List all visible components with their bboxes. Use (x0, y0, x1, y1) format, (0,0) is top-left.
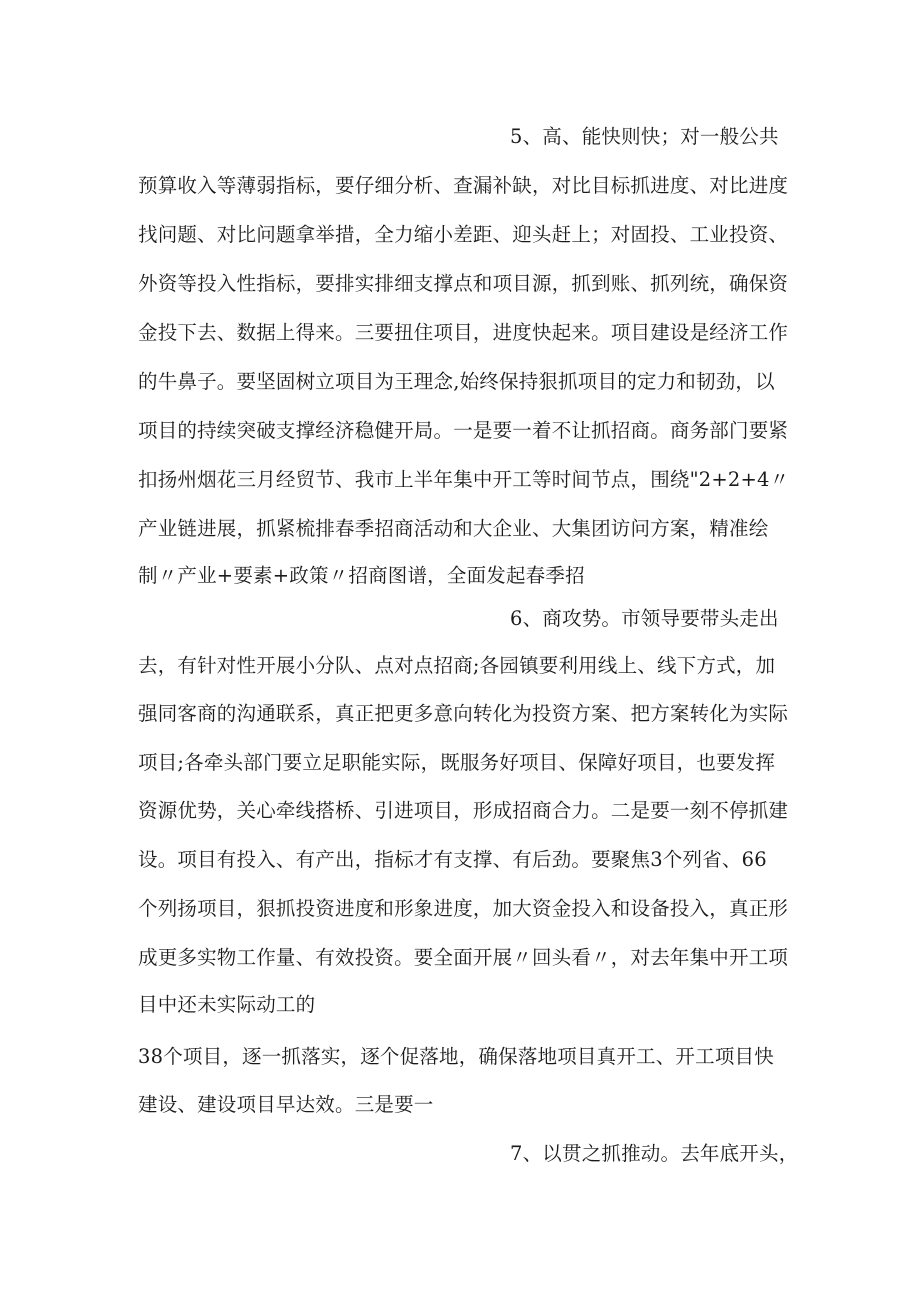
text-line: 设。项目有投入、有产出，指标才有支撑、有后劲。要聚焦3个列省、66 (138, 848, 767, 871)
text-line: 金投下去、数据上得来。三要扭住项目，进度快起来。项目建设是经济工作 (138, 321, 789, 344)
text-line: 找问题、对比问题拿举措，全力缩小差距、迎头赶上；对固投、工业投资、 (138, 223, 789, 246)
text-line: 建设、建设项目早达效。三是要一 (138, 1093, 434, 1116)
text-line: 资源优势，关心牵线搭桥、引进项目，形成招商合力。二是要一刻不停抓建 (138, 799, 789, 822)
text-line: 去，有针对性开展小分队、点对点招商;各园镇要利用线上、线下方式，加 (138, 654, 776, 677)
paragraph-7-heading: 7、以贯之抓推动。去年底开头， (510, 1142, 799, 1165)
text-line: 制〃产业+要素+政策〃招商图谱，全面发起春季招 (138, 564, 585, 587)
paragraph-5-heading: 5、高、能快则快；对一般公共 (510, 125, 779, 148)
paragraph-6-heading: 6、商攻势。市领导要带头走出 (510, 607, 779, 630)
text-line: 的牛鼻子。要坚固树立项目为王理念,始终保持狠抓项目的定力和韧劲，以 (138, 370, 775, 393)
text-line: 成更多实物工作量、有效投资。要全面开展〃回头看〃，对去年集中开工项 (138, 946, 789, 969)
text-line: 扣扬州烟花三月经贸节、我市上半年集中开工等时间节点，围绕"2+2+4〃 (138, 468, 790, 491)
text-line: 38个项目，逐一抓落实，逐个促落地，确保落地项目真开工、开工项目快 (138, 1045, 774, 1068)
text-line: 强同客商的沟通联系，真正把更多意向转化为投资方案、把方案转化为实际 (138, 702, 789, 725)
text-line: 项目;各牵头部门要立足职能实际，既服务好项目、保障好项目，也要发挥 (138, 751, 776, 774)
text-line: 项目的持续突破支撑经济稳健开局。一是要一着不让抓招商。商务部门要紧 (138, 419, 789, 442)
text-line: 预算收入等薄弱指标，要仔细分析、查漏补缺，对比目标抓进度、对比进度 (138, 174, 789, 197)
text-line: 个列扬项目，狠抓投资进度和形象进度，加大资金投入和设备投入，真正形 (138, 897, 789, 920)
text-line: 外资等投入性指标，要排实排细支撑点和项目源，抓到账、抓列统，确保资 (138, 272, 789, 295)
text-line: 产业链进展，抓紧梳排春季招商活动和大企业、大集团访问方案，精准绘 (138, 517, 769, 540)
text-line: 目中还未实际动工的 (138, 993, 316, 1016)
